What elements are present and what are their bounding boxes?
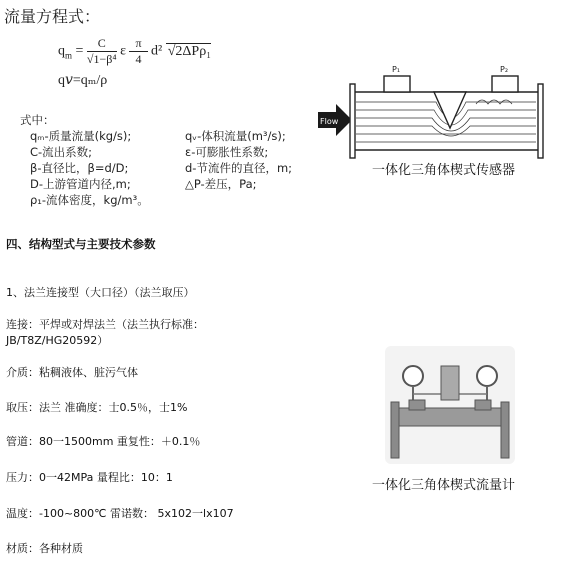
valve-manifold: [441, 366, 459, 400]
formula-numerator: C: [87, 36, 117, 52]
definition-item: ε-可膨胀性系数;: [185, 145, 269, 159]
mass-flow-formula: [58, 36, 211, 67]
definitions-header: 式中：: [20, 113, 55, 127]
definition-row: [20, 160, 340, 176]
flowmeter-caption: 一体化三角体楔式流量计: [372, 478, 516, 493]
param-line: 温度：-100~800℃ 雷诺数： 5x102一lx107: [6, 507, 234, 520]
param-line: 管道：80一1500mm 重复性：＋0.1％: [6, 435, 201, 448]
gauge-left-icon: [403, 366, 423, 386]
definition-item: qᵥ-体积流量(m³/s);: [185, 129, 286, 143]
definition-item: △P-差压，Pa;: [185, 177, 257, 191]
formula-q-sub: m: [65, 50, 73, 61]
flowmeter-photo: [385, 346, 515, 464]
flow-label: Flow: [320, 117, 339, 126]
definition-item: C-流出系数;: [30, 145, 93, 159]
pipe-body: [397, 408, 503, 426]
definition-row: [20, 144, 340, 160]
definition-item: qₘ-质量流量(kg/s);: [30, 129, 132, 143]
formula-pi-num: π: [129, 36, 147, 52]
gauge-right-icon: [477, 366, 497, 386]
section-title: 四、结构型式与主要技术参数: [6, 237, 156, 251]
formula-eq: =: [75, 43, 84, 59]
param-line: 材质：各种材质: [6, 542, 83, 555]
formula-epsilon: ε: [120, 43, 126, 59]
tap-p1: [384, 76, 410, 92]
definition-row: [20, 176, 340, 192]
outlet-flange: [501, 402, 509, 458]
formula-fraction: [87, 36, 117, 67]
p2-label: P₂: [500, 65, 509, 74]
sensor-diagram: [316, 62, 561, 162]
param-line: 介质：粘稠液体、脏污气体: [6, 366, 138, 379]
definition-item: d-节流件的直径，m;: [185, 161, 293, 175]
definition-row: [20, 192, 340, 208]
page-title: 流量方程式：: [4, 7, 101, 26]
volume-flow-formula: q𝑣=qₘ/ρ: [58, 73, 108, 88]
formula-pi-den: 4: [135, 52, 142, 66]
right-flange: [538, 84, 543, 158]
param-line: 连接：平焊或对焊法兰（法兰执行标准：: [6, 318, 204, 331]
flowmeter-illustration: [385, 346, 515, 464]
formula-sqrt: √2ΔPρ₁: [167, 43, 212, 59]
formula-denominator: √1−β⁴: [86, 52, 117, 66]
inlet-flange: [391, 402, 399, 458]
formula-d2: d²: [151, 43, 163, 59]
param-line: 压力：0一42MPa 量程比：10：1: [6, 471, 173, 484]
formula-q: q: [58, 43, 65, 59]
p1-label: P₁: [392, 65, 401, 74]
left-flange: [350, 84, 355, 158]
definition-item: ρ₁-流体密度，kg/m³。: [30, 193, 149, 207]
sensor-caption: 一体化三角体楔式传感器: [372, 163, 516, 178]
param-line: JB/T8Z/HG20592）: [6, 334, 109, 347]
param-line: 1、法兰连接型（大口径）（法兰取压）: [6, 286, 195, 299]
definitions-block: [20, 112, 340, 208]
tap-p2: [492, 76, 518, 92]
param-line: 取压：法兰 准确度：士0.5％，士1%: [6, 401, 188, 414]
definition-item: β-直径比，β=d/D;: [30, 161, 129, 175]
definition-item: D-上游管道内径,m;: [30, 177, 131, 191]
formula-pi-fraction: [129, 36, 147, 67]
definition-row: [20, 128, 340, 144]
